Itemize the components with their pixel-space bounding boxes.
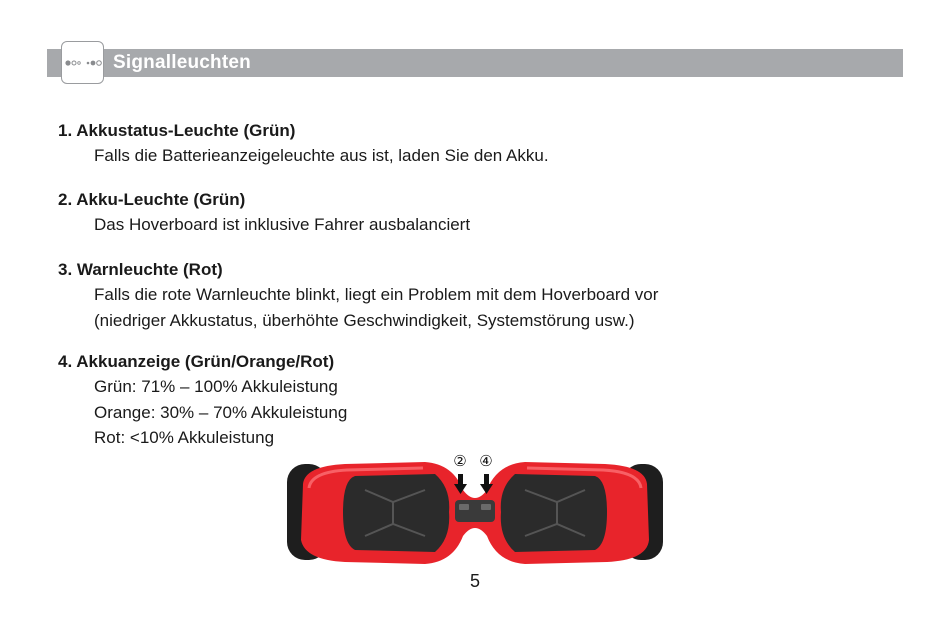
section-text: Rot: <10% Akkuleistung [94,428,275,447]
left-foot-pad [343,474,449,552]
section-battery-light [58,187,470,238]
battery-indicator-light [481,504,491,510]
marker-2: ② [453,452,467,470]
section-text: (niedriger Akkustatus, überhöhte Geschwindigkeit, Systemstörung usw.) [94,310,635,330]
section-text: Falls die rote Warnleuchte blinkt, liegt ein Problem mit dem Hoverboard vor [94,285,659,304]
section-warning-light [58,257,658,333]
marker-4: ④ [479,452,493,470]
section-text: Grün: 71% – 100% Akkuleistung [94,377,338,396]
page-title: Signalleuchten [113,52,251,73]
section-text: Das Hoverboard ist inklusive Fahrer ausbalanciert [94,215,471,234]
battery-light [459,504,469,510]
section-title: 2. Akku-Leuchte (Grün) [58,190,246,209]
section-title: 1. Akkustatus-Leuchte (Grün) [58,121,296,140]
center-indicator-panel [455,500,495,522]
section-title: 3. Warnleuchte (Rot) [58,260,223,279]
section-title: 4. Akkuanzeige (Grün/Orange/Rot) [58,352,335,371]
section-text: Orange: 30% – 70% Akkuleistung [94,402,348,422]
hoverboard-illustration [285,448,665,572]
section-battery-status-light [58,118,549,169]
right-foot-pad [501,474,607,552]
section-battery-indicator [58,349,347,451]
section-text: Falls die Batterieanzeigeleuchte aus ist, laden Sie den Akku. [94,146,549,165]
hoverboard-figure [285,448,665,577]
signal-lights-icon [61,41,104,84]
page-number: 5 [469,571,480,591]
